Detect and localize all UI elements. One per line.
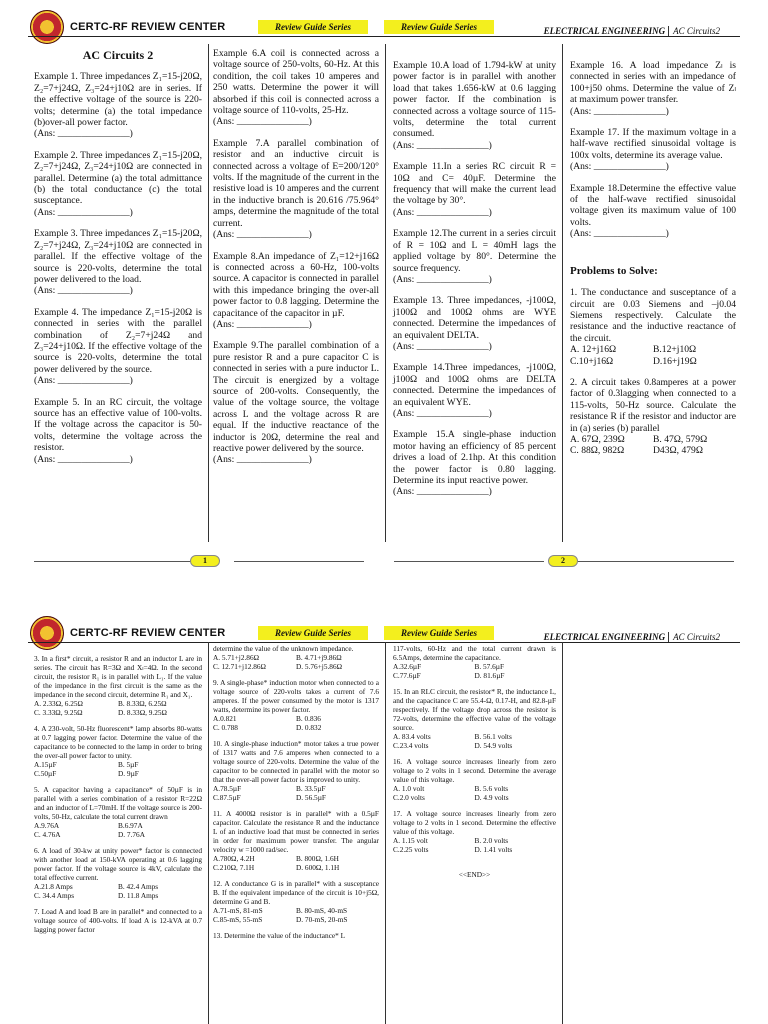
header-rule	[28, 642, 740, 643]
choice-b: B. 47Ω, 579Ω	[653, 433, 708, 445]
example-13	[393, 295, 556, 352]
problem-2	[570, 377, 736, 457]
choice-a: A.780Ω, 4.2H	[213, 854, 255, 863]
example-2	[34, 150, 202, 218]
certc-logo	[30, 616, 64, 650]
choice-a: A. 5.71+j2.86Ω	[213, 653, 260, 662]
choice-d: D. 9µF	[118, 769, 139, 778]
choices	[393, 836, 556, 854]
answer-blank: (Ans: _______________)	[393, 139, 492, 151]
page-header	[0, 606, 768, 650]
column-divider	[562, 44, 563, 542]
problem-text: 1. The conductance and susceptance of a circuit are 0.03 Siemens and –j0.04 Siemens respectively. Calculate the resistance and the inductive reactance of the circuit.	[570, 287, 736, 344]
question-text: 10. A single-phase induction* motor takes a true power of 1317 watts and 7.6 amperes when connected to a voltage source of 220-volts. Determine the value of the capacitor to be connected in parallel with the motor so that the over-all power factor is improved to unity.	[213, 739, 379, 784]
question-text: 15. In an RLC circuit, the resistor* R, the inductance L, and the capacitance C are 55.4-Ω, 0.17-H, and 82.8-µF respectively. If the voltage drop across the resistor is 72-volts, determine the effective value of the voltage source.	[393, 687, 556, 732]
org-name: CERTC-RF REVIEW CENTER	[70, 627, 226, 639]
choice-b: B. 8.33Ω, 6.25Ω	[118, 699, 167, 708]
choice-d: D.16+j19Ω	[653, 355, 697, 367]
example-text: Example 5. In an RC circuit, the voltage source has an effective value of 100-volts. If the voltage across the capacitor is 50-volts, determine the voltage across the resistor.	[34, 396, 202, 454]
choice-d: D43Ω, 479Ω	[653, 445, 703, 457]
question-10	[213, 739, 379, 802]
choice-a: A. 1.15 volt	[393, 836, 428, 845]
choices	[570, 434, 736, 457]
choice-b: B.6.97A	[118, 821, 143, 830]
choices	[213, 714, 379, 732]
problems-heading: Problems to Solve:	[570, 264, 658, 277]
example-5	[34, 397, 202, 465]
choices	[34, 882, 202, 900]
question-9	[213, 678, 379, 732]
page-title: AC Circuits 2	[82, 48, 154, 62]
question-text: 16. A voltage source increases linearly from zero voltage to 2 volts in 1 second. Determine the average value of this voltage.	[393, 757, 556, 784]
choice-d: D. 11.8 Amps	[118, 891, 159, 900]
answer-blank: (Ans: _______________)	[213, 229, 312, 241]
example-text: Example 1. Three impedances Z₁=15-j20Ω, Z₂=7+j24Ω, Z₃=24+j10Ω are in series. If the effective voltage of the source is 220-volts; determine (a) the total impedance (b)over-all power factor.	[34, 71, 202, 129]
column-divider	[562, 642, 563, 1024]
choice-d: D. 0.832	[296, 723, 322, 732]
footer-rule	[234, 561, 364, 562]
answer-blank: (Ans: _______________)	[34, 128, 133, 140]
choice-a: A.15µF	[34, 760, 57, 769]
example-text: Example 8.An impedance of Z₁=12+j16Ω is connected across a 60-Hz, 100-volts source. A capacitor is connected in parallel with this impedance bringing the over-all power factor to 0.8 lagging. Determine the capacitance of the capacitor in µF.	[213, 250, 379, 319]
choice-b: B. 5µF	[118, 760, 139, 769]
question-5	[34, 785, 202, 839]
dept-label	[544, 26, 720, 36]
choice-d: D. 81.6µF	[474, 671, 505, 680]
choice-b: B.12+j10Ω	[653, 344, 697, 356]
answer-blank: (Ans: _______________)	[213, 454, 312, 466]
choice-c: C. 88Ω, 982Ω	[570, 445, 625, 457]
example-text: Example 17. If the maximum voltage in a half-wave rectified sinusoidal voltage is 100x volts, determine its average value.	[570, 127, 736, 161]
dept-name: ELECTRICAL ENGINEERING	[543, 632, 666, 642]
question-16	[393, 757, 556, 802]
question-text: 117-volts, 60-Hz and the total current drawn is 6.5Amps, determine the capacitance.	[393, 644, 556, 662]
answer-blank: (Ans: _______________)	[34, 285, 133, 297]
choice-d: D. 7.76A	[118, 830, 145, 839]
column-divider	[385, 642, 386, 1024]
question-15	[393, 687, 556, 750]
choices	[393, 784, 556, 802]
choice-c: C.85-mS, 55-mS	[213, 915, 263, 924]
page-number-right: 2	[548, 555, 578, 567]
question-text: 4. A 230-volt, 50-Hz fluorescent* lamp absorbs 80-watts at 0.7 lagging power factor. Determine the value of the capacitance to be connected to the lamp in order to bring the over-all power factor to unity.	[34, 724, 202, 760]
choice-c: C. 0.788	[213, 723, 238, 732]
answer-blank: (Ans: _______________)	[213, 116, 312, 128]
footer-rule	[394, 561, 544, 562]
example-text: Example 14.Three impedances, -j100Ω, j100Ω and 100Ω ohms are DELTA connected. Determine the impedances of an equivalent WYE.	[393, 362, 556, 408]
choice-b: B. 2.0 volts	[474, 836, 509, 845]
dept-name: ELECTRICAL ENGINEERING	[543, 26, 666, 36]
choice-a: A.0.821	[213, 714, 237, 723]
choice-b: B. 57.6µF	[474, 662, 505, 671]
question-text: 5. A capacitor having a capacitance* of 50µF is in parallel with a series combination of a resistor R=22Ω and an inductor of L=70mH. If the voltage source is 200-volts, 50-Hz, calculate the total current drawn	[34, 785, 202, 821]
series-label-left: Review Guide Series	[258, 626, 368, 640]
column-4	[570, 60, 736, 467]
answer-blank: (Ans: _______________)	[570, 228, 669, 240]
choice-c: C.87.5µF	[213, 793, 241, 802]
choice-b: B. 5.6 volts	[474, 784, 509, 793]
answer-blank: (Ans: _______________)	[570, 161, 669, 173]
choices	[393, 732, 556, 750]
answer-blank: (Ans: _______________)	[34, 375, 133, 387]
choices	[34, 821, 202, 839]
choices	[213, 854, 379, 872]
question-6	[34, 846, 202, 900]
example-18	[570, 183, 736, 240]
example-9	[213, 340, 379, 465]
choices	[213, 653, 379, 671]
choices	[213, 784, 379, 802]
choice-c: C.10+j16Ω	[570, 355, 614, 367]
question-text: 17. A voltage source increases linearly from zero voltage to 2 volts in 1 second. Determine the effective value of this voltage.	[393, 809, 556, 836]
example-10	[393, 60, 556, 151]
example-15	[393, 429, 556, 497]
example-12	[393, 228, 556, 285]
choice-a: A. 12+j16Ω	[570, 344, 617, 356]
dept-label	[544, 632, 720, 642]
choice-a: A.78.5µF	[213, 784, 242, 793]
choice-d: D. 56.5µF	[296, 793, 326, 802]
example-7	[213, 138, 379, 241]
column-divider	[385, 44, 386, 542]
column-2	[213, 644, 379, 947]
example-6	[213, 48, 379, 128]
answer-blank: (Ans: _______________)	[393, 407, 492, 419]
question-14-continued	[393, 644, 556, 680]
example-text: Example 10.A load of 1.794-kW at unity power factor is in parallel with another load that takes 1.656-kW at 0.6 lagging power factor. If the combination is connected across a voltage source of 115-volts, determine the total current consumed.	[393, 60, 556, 140]
choice-d: D. 8.33Ω, 9.25Ω	[118, 708, 167, 717]
question-text: 3. In a first* circuit, a resistor R and an inductor L are in series. The circuit has R=3Ω and Xₗ=4Ω. In the second circuit, the resistor R₁ is in parallel with L₁. If the value of the impedance in the first circuit is the same as the impedance in the second circuit, determine R₁ and X₁.	[34, 654, 202, 699]
question-12	[213, 879, 379, 924]
answer-blank: (Ans: _______________)	[393, 206, 492, 218]
choice-c: C.50µF	[34, 769, 57, 778]
question-17	[393, 809, 556, 854]
choice-c: C. 4.76A	[34, 830, 61, 839]
choice-b: B. 56.1 volts	[474, 732, 512, 741]
example-text: Example 15.A single-phase induction motor having an efficiency of 85 percent drives a load of 2.1hp. At this condition the power factor is 0.80 lagging. Determine its input reactive power.	[393, 429, 556, 486]
choice-b: B. 0.836	[296, 714, 321, 723]
example-text: Example 3. Three impedances Z₁=15-j20Ω, Z₂=7+j24Ω, Z₃=24+j10Ω are connected in parallel. If the effective voltage of the source is 220-volts, determine the total power delivered to the load.	[34, 228, 202, 285]
page-bottom	[0, 606, 768, 1024]
org-name: CERTC-RF REVIEW CENTER	[70, 21, 226, 33]
column-1	[34, 50, 202, 475]
footer-rule	[574, 561, 734, 562]
choice-b: B. 42.4 Amps	[118, 882, 159, 891]
choice-c: C. 12.71+j12.86Ω	[213, 662, 266, 671]
choice-c: C.210Ω, 7.1H	[213, 863, 255, 872]
example-text: Example 18.Determine the effective value of the half-wave rectified sinusoidal voltage given its maximum value of 100 volts.	[570, 182, 736, 228]
question-11	[213, 809, 379, 872]
example-text: Example 16. A load impedance Zₗ is connected in series with an impedance of 100+j50 ohms. Determine the value of Zₗ at maximum power transfer.	[570, 60, 736, 106]
column-2	[213, 48, 379, 476]
column-divider	[208, 44, 209, 542]
example-text: Example 7.A parallel combination of resistor and an inductive circuit is connected across a voltage of E=200/120° volts. If the magnitude of the current in the resistive load is 10 amperes and the current in the inductive branch is 20.616 /75.964° amps, determine the magnitude of the total current.	[213, 137, 379, 229]
answer-blank: (Ans: _______________)	[570, 105, 669, 117]
answer-blank: (Ans: _______________)	[393, 273, 492, 285]
example-8	[213, 251, 379, 331]
answer-blank: (Ans: _______________)	[393, 340, 492, 352]
question-3	[34, 654, 202, 717]
example-text: Example 11.In a series RC circuit R = 10Ω and C= 40µF. Determine the frequency that will make the current lead the voltage by 30°.	[393, 161, 556, 207]
page-gap	[0, 580, 768, 606]
choice-c: C. 34.4 Amps	[34, 891, 75, 900]
choice-a: A.9.76A	[34, 821, 60, 830]
choice-a: A. 67Ω, 239Ω	[570, 433, 625, 445]
question-text: 12. A conductance G is in parallel* with a susceptance B. If the equivalent impedance of the circuit is 10+j5Ω, determine G and B.	[213, 879, 379, 906]
certc-logo	[30, 10, 64, 44]
question-text: 13. Determine the value of the inductance* L	[213, 931, 346, 940]
choice-c: C.77.6µF	[393, 671, 421, 680]
dept-sub: AC Circuits2	[668, 26, 720, 36]
example-17	[570, 127, 736, 173]
choices	[34, 760, 202, 778]
choice-b: B. 4.71+j9.86Ω	[296, 653, 342, 662]
column-1	[34, 654, 202, 941]
choice-d: D. 600Ω, 1.1H	[296, 863, 340, 872]
question-8-continued	[213, 644, 379, 671]
column-3	[393, 644, 556, 879]
question-text: 9. A single-phase* induction motor when connected to a voltage source of 220-volts takes a current of 7.6 amperes. If the power consumed by the motor is 1317 watts, determine its power factor.	[213, 678, 379, 714]
column-divider	[208, 642, 209, 1024]
choices	[570, 344, 736, 367]
choice-c: C. 3.33Ω, 9.25Ω	[34, 708, 83, 717]
choice-c: C.2.0 volts	[393, 793, 425, 802]
question-text: 6. A load of 30-kw at unity power* factor is connected with another load at 150-kVA operating at 0.6 lagging power factor. If the voltage source is 4kV, calculate the total effective current.	[34, 846, 202, 882]
answer-blank: (Ans: _______________)	[393, 486, 492, 498]
choices	[393, 662, 556, 680]
choices	[34, 699, 202, 717]
end-marker: <<END>>	[458, 870, 491, 879]
series-label-right: Review Guide Series	[384, 626, 494, 640]
problem-text: 2. A circuit takes 0.8amperes at a power factor of 0.3lagging when connected to a 115-volts, 50-Hz source. Calculate the resistance R if the resistor and inductor are in (a) series (b) parallel	[570, 376, 736, 434]
choice-a: A.32.6µF	[393, 662, 422, 671]
choice-a: A.21.8 Amps	[34, 882, 73, 891]
choice-a: A.71-mS, 81-mS	[213, 906, 263, 915]
series-label-left: Review Guide Series	[258, 20, 368, 34]
example-text: Example 13. Three impedances, -j100Ω, j100Ω and 100Ω ohms are WYE connected. Determine the impedances of an equivalent DELTA.	[393, 295, 556, 341]
example-14	[393, 362, 556, 419]
example-3	[34, 228, 202, 296]
question-4	[34, 724, 202, 778]
problem-1	[570, 287, 736, 367]
answer-blank: (Ans: _______________)	[213, 318, 312, 330]
dept-sub: AC Circuits2	[668, 632, 720, 642]
example-4	[34, 307, 202, 387]
choice-b: B. 800Ω, 1.6H	[296, 854, 339, 863]
footer-rule	[34, 561, 204, 562]
choices	[213, 906, 379, 924]
question-text: 7. Load A and load B are in parallel* and connected to a voltage source of 400-volts. If load A is 12-kVA at 0.7 lagging power factor	[34, 907, 202, 934]
choice-a: A. 2.33Ω, 6.25Ω	[34, 699, 83, 708]
choice-d: D. 5.76+j5.86Ω	[296, 662, 343, 671]
example-text: Example 12.The current in a series circuit of R = 10Ω and L = 40mH lags the applied voltage by 80°. Determine the source frequency.	[393, 228, 556, 274]
answer-blank: (Ans: _______________)	[34, 206, 133, 218]
example-11	[393, 161, 556, 218]
example-1	[34, 71, 202, 139]
choice-d: D. 1.41 volts	[474, 845, 513, 854]
question-13	[213, 931, 379, 940]
example-text: Example 9.The parallel combination of a pure resistor R and a pure capacitor C is connected in series with a pure inductor L. The circuit is energized by a voltage source of 200-volts. Consequently, the value of the voltage source, the voltage across L and the voltage across R are equal. If the inductive reactance of the inductor is 20Ω, determine the real and reactive power delivered by the source.	[213, 340, 379, 454]
choice-c: C.2.25 volts	[393, 845, 429, 854]
choice-c: C.23.4 volts	[393, 741, 429, 750]
header-rule	[28, 36, 740, 37]
question-text: determine the value of the unknown impedance.	[213, 644, 354, 653]
page-number-left: 1	[190, 555, 220, 567]
example-text: Example 4. The impedance Z₁=15-j20Ω is connected in series with the parallel combination of Z₂=7+j24Ω and Z₃=24+j10Ω. If the effective voltage of the source is 220-volts, determine the total power delivered by the source.	[34, 306, 202, 375]
column-3	[393, 60, 556, 508]
choice-d: D. 70-mS, 20-mS	[296, 915, 348, 924]
choice-d: D. 54.9 volts	[474, 741, 513, 750]
example-text: Example 2. Three impedances Z₁=15-j20Ω, Z₂=7+j24Ω, Z₃=24+j10Ω are connected in parallel. Determine (a) the total admittance (b) the total conductance (c) the total susceptance.	[34, 149, 202, 207]
choice-b: B. 80-mS, 40-mS	[296, 906, 348, 915]
choice-a: A. 1.0 volt	[393, 784, 425, 793]
choice-d: D. 4.9 volts	[474, 793, 509, 802]
choice-a: A. 83.4 volts	[393, 732, 431, 741]
question-7	[34, 907, 202, 934]
series-label-right: Review Guide Series	[384, 20, 494, 34]
question-text: 11. A 4000Ω resistor is in parallel* with a 0.5µF capacitor. Calculate the resistance R and the inductance L of an inductive load that must be connected in series in order for maximum power transfer. The angular velocity w =1000 rad/sec.	[213, 809, 379, 854]
answer-blank: (Ans: _______________)	[34, 453, 133, 465]
choice-b: B. 33.5µF	[296, 784, 326, 793]
example-text: Example 6.A coil is connected across a voltage source of 250-volts, 60-Hz. At this condition, the coil takes 10 amperes and 250 watts. Determine the power it will absorbed if this coil is connected across a voltage source of 110-volts, 25-Hz.	[213, 48, 379, 117]
page-header	[0, 0, 768, 44]
example-16	[570, 60, 736, 117]
